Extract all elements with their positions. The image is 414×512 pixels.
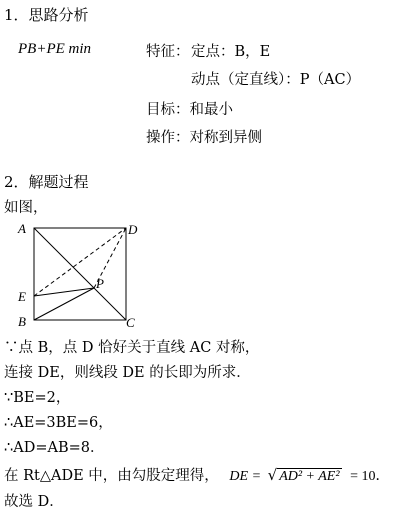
- section2-heading: 2．解题过程: [4, 173, 89, 191]
- formula-pb-pe-min: PB+PE min: [18, 41, 92, 57]
- solution-line-2: 连接 DE，则线段 DE 的长即为所求．: [4, 365, 251, 381]
- operation: 操作：对称到异侧: [146, 130, 262, 146]
- segment-bp: [34, 288, 94, 320]
- solution-line-3: ∵BE=2，: [4, 390, 71, 406]
- section1-heading: 1．思路分析: [4, 6, 89, 24]
- label-a: A: [18, 221, 26, 236]
- final-line: [4, 464, 390, 485]
- solution-line-4: ∴AE=3BE=6，: [4, 415, 113, 431]
- label-d: D: [128, 222, 138, 237]
- label-b: B: [18, 314, 26, 329]
- formula-rhs: = 10．: [350, 469, 390, 484]
- square-figure: [14, 220, 144, 330]
- label-c: C: [126, 315, 135, 330]
- sqrt-sign-icon: √: [267, 466, 278, 484]
- sqrt-expression: [268, 466, 342, 485]
- goal: 目标：和最小: [146, 102, 233, 118]
- solution-line-1: ∵点 B，点 D 恰好关于直线 AC 对称，: [4, 340, 260, 356]
- formula-lhs: DE =: [229, 469, 262, 484]
- conclusion: 故选 D．: [4, 494, 64, 510]
- moving-point: 动点（定直线）：P（AC）: [191, 72, 361, 88]
- final-prefix: 在 Rt△ADE 中，由勾股定理得，: [4, 468, 219, 484]
- segment-ed-dashed: [34, 228, 126, 296]
- feature-label: 特征：: [146, 44, 190, 60]
- solution-line-5: ∴AD=AB=8．: [4, 440, 105, 456]
- feature-value: 定点：B，E: [191, 44, 271, 60]
- sqrt-radicand: AD² + AE²: [279, 469, 340, 484]
- diagonal-ac: [34, 228, 126, 320]
- intro: 如图，: [4, 200, 48, 216]
- segment-ep: [34, 288, 94, 296]
- label-p: P: [96, 276, 104, 291]
- label-e: E: [18, 289, 26, 304]
